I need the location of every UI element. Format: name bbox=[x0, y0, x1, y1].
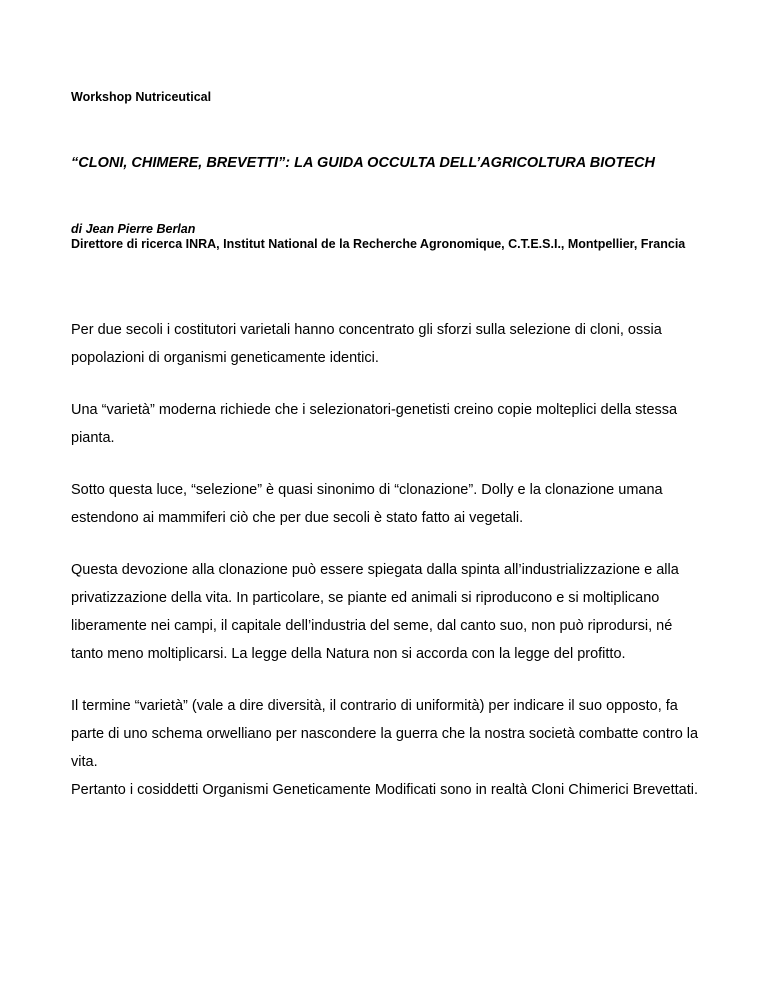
paragraph-6: Pertanto i cosiddetti Organismi Geneticamente Modificati sono in realtà Cloni Chimerici Brevettati. bbox=[71, 782, 698, 798]
paragraph-3: Sotto questa luce, “selezione” è quasi sinonimo di “clonazione”. Dolly e la clonazione umana estendono ai mammiferi ciò che per due secoli è stato fatto ai vegetali. bbox=[71, 482, 663, 526]
document-title: “CLONI, CHIMERE, BREVETTI”: LA GUIDA OCCULTA DELL’AGRICOLTURA BIOTECH bbox=[71, 155, 655, 171]
paragraph-4: Questa devozione alla clonazione può essere spiegata dalla spinta all’industrializzazione e alla privatizzazione della vita. In particolare, se piante ed animali si riproducono e si moltiplicano liberamente nei campi, il capitale dell’industria del seme, dal canto suo, non può riprodursi, né tanto meno moltiplicarsi. La legge della Natura non si accorda con la legge del profitto. bbox=[71, 562, 679, 662]
paragraph-2: Una “varietà” moderna richiede che i selezionatori-genetisti creino copie molteplici della stessa pianta. bbox=[71, 402, 678, 446]
document-body bbox=[71, 316, 701, 828]
event-heading: Workshop Nutriceutical bbox=[71, 90, 212, 104]
author-byline: di Jean Pierre Berlan bbox=[71, 222, 196, 236]
author-affiliation: Direttore di ricerca INRA, Institut National de la Recherche Agronomique, C.T.E.S.I., Montpellier, Francia bbox=[71, 237, 686, 251]
paragraph-1: Per due secoli i costitutori varietali hanno concentrato gli sforzi sulla selezione di cloni, ossia popolazioni di organismi geneticamente identici. bbox=[71, 322, 662, 366]
paragraph-5: Il termine “varietà” (vale a dire diversità, il contrario di uniformità) per indicare il suo opposto, fa parte di uno schema orwelliano per nascondere la guerra che la nostra società combatte contro la vita. bbox=[71, 698, 699, 770]
